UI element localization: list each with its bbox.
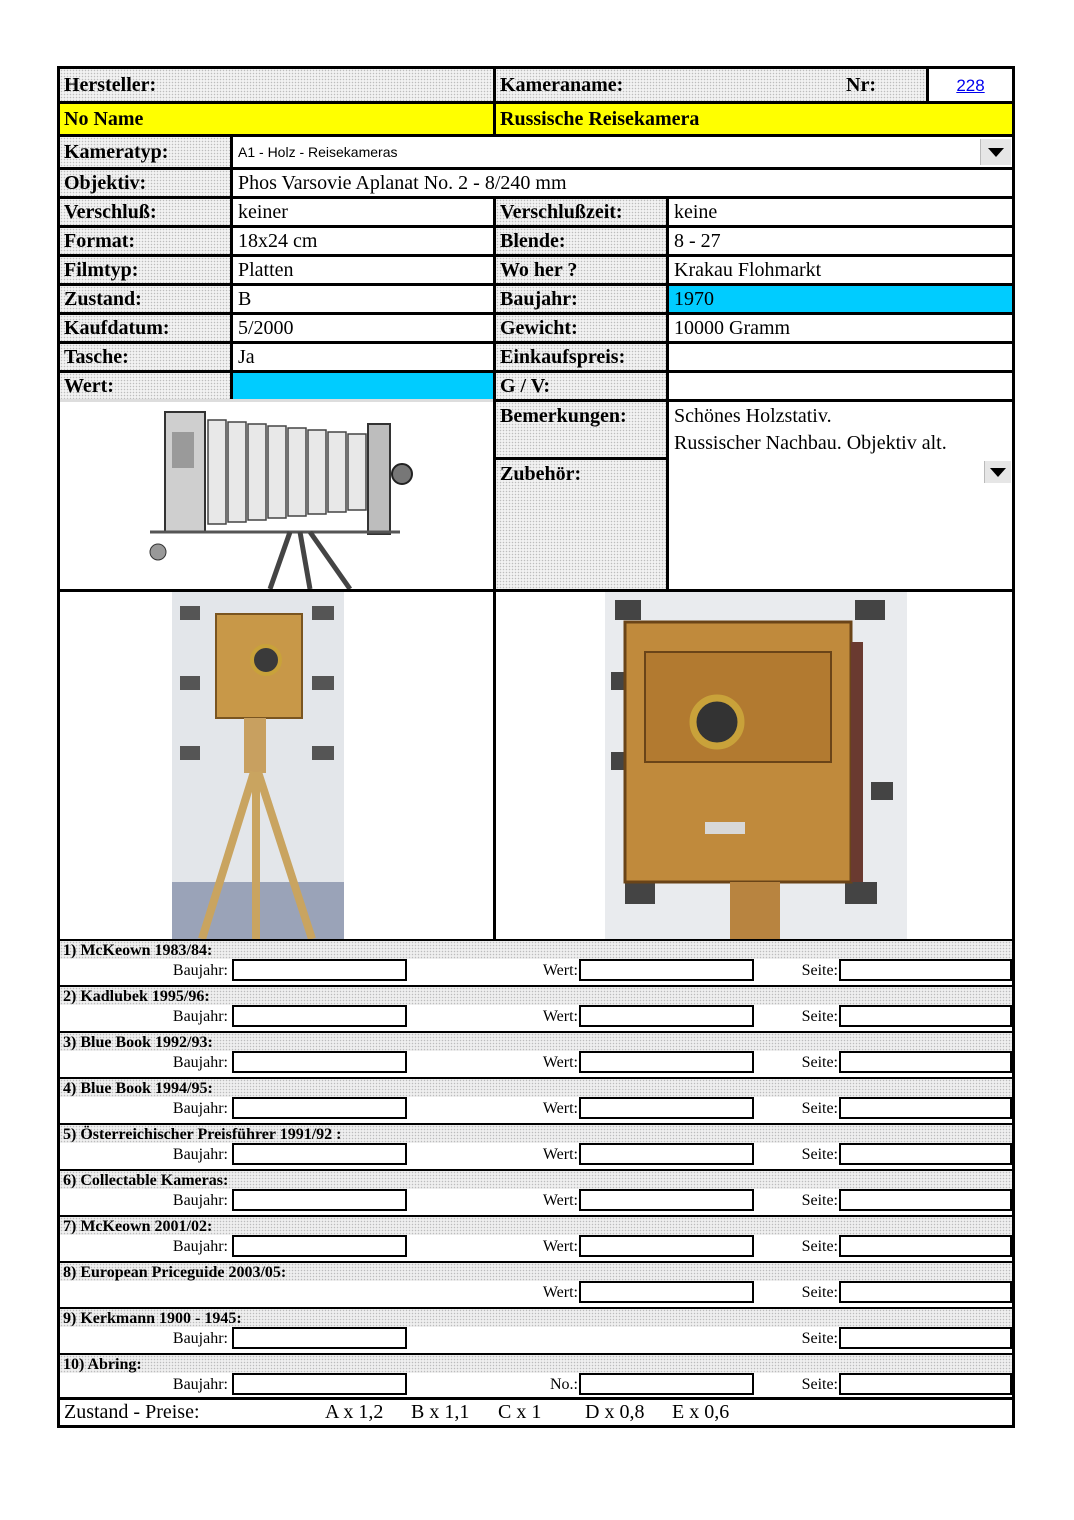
source-mid-label: Wert: — [542, 1238, 578, 1255]
bemerkungen-label: Bemerkungen: — [496, 402, 666, 457]
tasche-value: Ja — [233, 344, 493, 370]
source-title: 2) Kadlubek 1995/96: — [60, 985, 1012, 1005]
source-title: 10) Abring: — [60, 1353, 1012, 1373]
nr-label: Nr: — [846, 74, 876, 96]
source-right-label: Seite: — [801, 1054, 838, 1071]
baujahr-value: 1970 — [669, 286, 1012, 312]
source-row — [60, 1097, 1012, 1121]
factor-c: C x 1 — [498, 1401, 542, 1423]
gv-value — [669, 373, 1012, 399]
wert-label: Wert: — [60, 373, 230, 399]
source-mid-input[interactable] — [579, 1235, 754, 1257]
source-right-input[interactable] — [839, 1281, 1012, 1303]
camera-photo-tripod-svg — [172, 592, 344, 939]
source-right-label: Seite: — [801, 1146, 838, 1163]
source-mid-label: Wert: — [542, 1146, 578, 1163]
camera-photo-front — [605, 592, 907, 939]
source-title: 9) Kerkmann 1900 - 1945: — [60, 1307, 1012, 1327]
hersteller-label: Hersteller: — [60, 69, 493, 101]
kameratyp-label: Kameratyp: — [60, 137, 230, 167]
source-left-label: Baujahr: — [172, 1192, 228, 1209]
kameraname-value: Russische Reisekamera — [496, 104, 1012, 134]
source-row — [60, 1051, 1012, 1075]
source-left-input[interactable] — [232, 1189, 407, 1211]
source-right-label: Seite: — [801, 1330, 838, 1347]
source-mid-label: Wert: — [542, 1284, 578, 1301]
source-left-input[interactable] — [232, 1235, 407, 1257]
einkaufspreis-value — [669, 344, 1012, 370]
source-row — [60, 1281, 1012, 1305]
kameraname-label: Kameraname: — [496, 69, 929, 101]
kaufdatum-label: Kaufdatum: — [60, 315, 230, 341]
source-left-label: Baujahr: — [172, 1376, 228, 1393]
source-right-label: Seite: — [801, 1238, 838, 1255]
source-mid-label: Wert: — [542, 1192, 578, 1209]
verschluss-value: keiner — [233, 199, 493, 225]
kameratyp-dropdown[interactable]: A1 - Holz - Reisekameras — [233, 137, 978, 167]
source-mid-input[interactable] — [579, 1189, 754, 1211]
format-label: Format: — [60, 228, 230, 254]
nr-link[interactable]: 228 — [956, 76, 985, 95]
source-left-label: Baujahr: — [172, 1100, 228, 1117]
zustand-preise-row — [60, 1400, 1012, 1425]
source-mid-label: Wert: — [542, 1054, 578, 1071]
source-title: 5) Österreichischer Preisführer 1991/92 : — [60, 1123, 1012, 1143]
source-row — [60, 1143, 1012, 1167]
source-mid-input[interactable] — [579, 1143, 754, 1165]
factor-b: B x 1,1 — [411, 1401, 470, 1423]
source-right-label: Seite: — [801, 1100, 838, 1117]
zustand-value: B — [233, 286, 493, 312]
camera-photo-front-svg — [605, 592, 907, 939]
verschlusszeit-value: keine — [669, 199, 1012, 225]
source-mid-input[interactable] — [579, 1005, 754, 1027]
woher-value: Krakau Flohmarkt — [669, 257, 1012, 283]
zubehoer-label: Zubehör: — [496, 460, 666, 589]
camera-drawing-svg — [60, 402, 493, 589]
source-left-label: Baujahr: — [172, 1054, 228, 1071]
source-left-label: Baujahr: — [172, 1008, 228, 1025]
source-row — [60, 1189, 1012, 1213]
objektiv-value: Phos Varsovie Aplanat No. 2 - 8/240 mm — [233, 170, 1012, 196]
source-right-input[interactable] — [839, 1235, 1012, 1257]
zustand-label: Zustand: — [60, 286, 230, 312]
source-mid-input[interactable] — [579, 1051, 754, 1073]
source-right-input[interactable] — [839, 1373, 1012, 1395]
source-right-label: Seite: — [801, 1376, 838, 1393]
bemerkungen-line1: Schönes Holzstativ. — [669, 402, 1012, 429]
source-left-label: Baujahr: — [172, 1330, 228, 1347]
source-row — [60, 1373, 1012, 1397]
source-left-input[interactable] — [232, 1143, 407, 1165]
verschlusszeit-label: Verschlußzeit: — [496, 199, 666, 225]
source-left-label: Baujahr: — [172, 1238, 228, 1255]
source-title: 3) Blue Book 1992/93: — [60, 1031, 1012, 1051]
camera-record-sheet — [57, 66, 1015, 1428]
source-mid-label: Wert: — [542, 962, 578, 979]
source-title: 7) McKeown 2001/02: — [60, 1215, 1012, 1235]
source-right-input[interactable] — [839, 959, 1012, 981]
source-mid-label: Wert: — [542, 1008, 578, 1025]
source-left-input[interactable] — [232, 1327, 407, 1349]
camera-drawing — [60, 402, 493, 589]
triangle-down-icon — [990, 468, 1006, 477]
source-mid-input[interactable] — [579, 959, 754, 981]
source-left-input[interactable] — [232, 1051, 407, 1073]
source-title: 8) European Priceguide 2003/05: — [60, 1261, 1012, 1281]
source-left-input[interactable] — [232, 1373, 407, 1395]
source-right-label: Seite: — [801, 962, 838, 979]
gv-label: G / V: — [496, 373, 666, 399]
source-mid-input[interactable] — [579, 1281, 754, 1303]
source-row — [60, 959, 1012, 983]
kameratyp-dropdown-button[interactable] — [980, 139, 1011, 165]
source-right-input[interactable] — [839, 1005, 1012, 1027]
source-mid-input[interactable] — [579, 1097, 754, 1119]
gewicht-value: 10000 Gramm — [669, 315, 1012, 341]
source-right-input[interactable] — [839, 1327, 1012, 1349]
source-right-label: Seite: — [801, 1192, 838, 1209]
source-left-input[interactable] — [232, 1097, 407, 1119]
source-right-input[interactable] — [839, 1051, 1012, 1073]
source-right-input[interactable] — [839, 1143, 1012, 1165]
source-row — [60, 1005, 1012, 1029]
format-value: 18x24 cm — [233, 228, 493, 254]
nr-value[interactable] — [929, 69, 1012, 101]
factor-e: E x 0,6 — [672, 1401, 730, 1423]
bemerkungen-line2: Russischer Nachbau. Objektiv alt. — [669, 429, 1012, 457]
source-mid-input[interactable] — [579, 1373, 754, 1395]
blende-value: 8 - 27 — [669, 228, 1012, 254]
gewicht-label: Gewicht: — [496, 315, 666, 341]
source-mid-label: Wert: — [542, 1100, 578, 1117]
source-right-input[interactable] — [839, 1097, 1012, 1119]
source-title: 1) McKeown 1983/84: — [60, 939, 1012, 959]
zubehoer-dropdown[interactable] — [669, 460, 1012, 589]
factor-d: D x 0,8 — [585, 1401, 645, 1423]
objektiv-label: Objektiv: — [60, 170, 230, 196]
kaufdatum-value: 5/2000 — [233, 315, 493, 341]
factor-a: A x 1,2 — [325, 1401, 384, 1423]
camera-photo-tripod — [172, 592, 344, 939]
verschluss-label: Verschluß: — [60, 199, 230, 225]
blende-label: Blende: — [496, 228, 666, 254]
source-right-label: Seite: — [801, 1008, 838, 1025]
source-title: 6) Collectable Kameras: — [60, 1169, 1012, 1189]
source-title: 4) Blue Book 1994/95: — [60, 1077, 1012, 1097]
woher-label: Wo her ? — [496, 257, 666, 283]
source-row — [60, 1327, 1012, 1351]
filmtyp-label: Filmtyp: — [60, 257, 230, 283]
tasche-label: Tasche: — [60, 344, 230, 370]
source-left-label: Baujahr: — [172, 962, 228, 979]
zustand-preise-label: Zustand - Preise: — [64, 1401, 200, 1423]
source-left-label: Baujahr: — [172, 1146, 228, 1163]
source-mid-label: No.: — [550, 1376, 578, 1393]
hersteller-value: No Name — [60, 104, 493, 134]
zubehoer-dropdown-button[interactable] — [984, 461, 1011, 483]
source-right-label: Seite: — [801, 1284, 838, 1301]
filmtyp-value: Platten — [233, 257, 493, 283]
baujahr-label: Baujahr: — [496, 286, 666, 312]
source-right-input[interactable] — [839, 1189, 1012, 1211]
source-row — [60, 1235, 1012, 1259]
source-left-input[interactable] — [232, 1005, 407, 1027]
triangle-down-icon — [988, 148, 1004, 157]
einkaufspreis-label: Einkaufspreis: — [496, 344, 666, 370]
wert-value — [233, 373, 493, 399]
source-left-input[interactable] — [232, 959, 407, 981]
